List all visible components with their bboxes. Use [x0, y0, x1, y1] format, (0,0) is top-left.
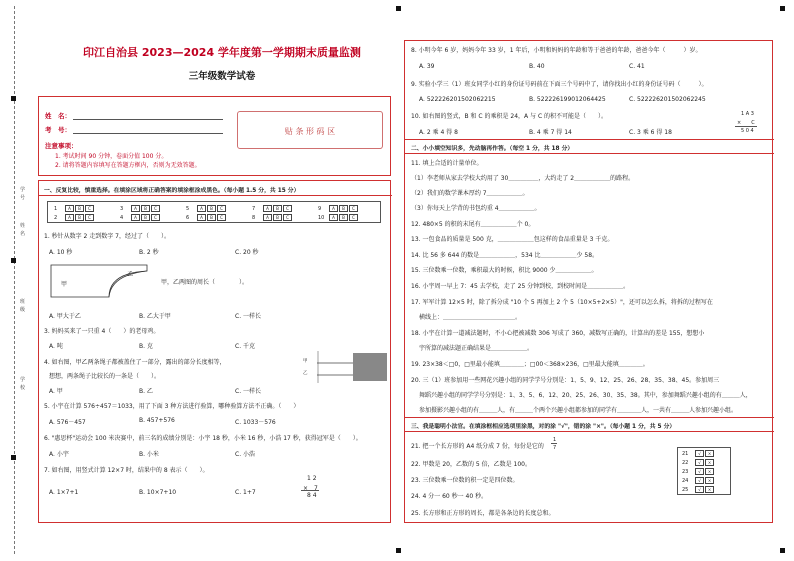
question-23: 23. 三位数乘一位数的积一定是四位数。 — [411, 477, 519, 484]
answer-bubble[interactable]: B — [75, 214, 84, 221]
q10-option-a: A. 2 乘 4 得 8 — [419, 129, 458, 136]
tf-bubble[interactable]: √ — [695, 450, 704, 457]
answer-bubble[interactable]: C — [85, 205, 94, 212]
margin-label: 班 — [20, 299, 26, 305]
question-21: 21. 把一个长方形的 A4 纸分成 7 份，每份是它的 — [411, 443, 544, 450]
answer-bubble[interactable]: B — [141, 205, 150, 212]
answer-bubble[interactable]: B — [273, 214, 282, 221]
tf-grid-item — [682, 459, 714, 466]
margin-label: 姓 — [20, 223, 26, 229]
q6-option-c: C. 小浩 — [235, 451, 256, 458]
q9-option-a: A. 522226201502062215 — [419, 96, 496, 103]
exam-no-input-line[interactable] — [73, 133, 223, 134]
answer-bubble[interactable]: A — [197, 214, 206, 221]
answer-grid-item — [252, 205, 292, 212]
margin-label: 学 — [20, 377, 26, 383]
exam-subtitle: 三年级数学试卷 — [188, 71, 256, 82]
exam-title: 印江自治县 2023—2024 学年度第一学期期末质量监测 — [83, 46, 361, 59]
answer-bubble[interactable]: A — [65, 205, 74, 212]
answer-grid-item — [54, 214, 94, 221]
question-24: 24. 4 分一 60 秒一 40 秒。 — [411, 493, 488, 500]
question-22: 22. 甲数是 20，乙数的 5 倍，乙数是 100。 — [411, 461, 531, 468]
answer-bubble[interactable]: A — [65, 214, 74, 221]
section-divider — [405, 417, 774, 418]
section-divider — [405, 153, 774, 154]
answer-grid-number: 3 — [120, 206, 124, 212]
section-divider — [405, 431, 774, 432]
q4-option-a: A. 甲 — [49, 388, 63, 395]
q7-fig-line1: 1 2 — [307, 475, 317, 482]
answer-bubble[interactable]: B — [207, 205, 216, 212]
question-7: 7. 如右图，用竖式计算 12×7 时，结果中的 8 表示（ ）。 — [44, 467, 209, 474]
name-input-line[interactable] — [73, 119, 223, 120]
answer-bubble[interactable]: C — [283, 214, 292, 221]
q7-option-a: A. 1×7+1 — [49, 489, 79, 496]
question-20-cont: 舞蹈兴趣小组的同学学号分别是：1、3、5、6、12、20、25、26、30、35、38。其中，参加舞蹈兴趣小组的有＿＿＿人， — [419, 392, 752, 399]
answer-bubble[interactable]: C — [151, 205, 160, 212]
tf-grid-number: 23 — [682, 469, 689, 475]
alignment-mark — [11, 455, 16, 460]
alignment-mark — [396, 6, 401, 11]
answer-grid-number: 1 — [54, 206, 58, 212]
answer-grid-number: 2 — [54, 215, 58, 221]
margin-label: 学 — [20, 187, 26, 193]
tf-grid-item — [682, 450, 714, 457]
q5-option-a: A. 576－457 — [49, 419, 86, 426]
q4-rope-figure — [309, 349, 389, 385]
answer-bubble[interactable]: A — [263, 205, 272, 212]
tf-grid-item — [682, 477, 714, 484]
q7-fig-line3: 8 4 — [307, 492, 317, 499]
q10-fig-line3: 5 0 4 — [741, 128, 754, 134]
q5-option-b: B. 457+576 — [139, 417, 175, 424]
q7-fig-rule — [301, 490, 319, 491]
answer-grid-number: 6 — [186, 215, 190, 221]
tf-bubble[interactable]: × — [705, 477, 714, 484]
answer-bubble[interactable]: B — [207, 214, 216, 221]
answer-grid-number: 7 — [252, 206, 256, 212]
question-11-3: （3）你每天上学背的书包约重 4＿＿＿＿＿＿。 — [411, 205, 541, 212]
section2-heading: 二、小小填空知识多，先动脑再作答。（每空 1 分，共 18 分） — [411, 146, 574, 152]
q10-fig-line2: × C — [737, 120, 755, 126]
tf-grid-number: 22 — [682, 460, 689, 466]
section1-heading: 一、反复比较，慎重选择。在填涂区域将正确答案的填涂框涂成黑色。（每小题 1.5 分，共 15 分） — [44, 188, 300, 194]
notice-item: 1. 考试时间 90 分钟，卷面分值 100 分。 — [55, 153, 168, 160]
question-17: 17. 军军计算 12×5 时，除了拆分成 "10 个 5 再加上 2 个 5（10×5+2×5）"，还可以怎么拆，将拆的过程写在 — [411, 299, 713, 306]
tf-bubble[interactable]: × — [705, 450, 714, 457]
question-11-2: （2）我们的数学课本厚约 7＿＿＿＿＿＿。 — [411, 190, 529, 197]
q5-option-c: C. 1033－576 — [235, 419, 276, 426]
q7-fig-line2: × 7 — [303, 485, 318, 492]
answer-bubble[interactable]: A — [131, 205, 140, 212]
question-16: 16. 小宇周一早上 7：45 去学校，走了 25 分钟到校，到校时间是＿＿＿＿＿＿。 — [411, 283, 630, 290]
q9-option-c: C. 522226201502062245 — [629, 96, 706, 103]
q3-option-c: C. 千克 — [235, 343, 256, 350]
answer-bubble[interactable]: B — [75, 205, 84, 212]
answer-bubble[interactable]: C — [349, 214, 358, 221]
margin-label: 校 — [20, 385, 26, 391]
answer-bubble[interactable]: B — [273, 205, 282, 212]
question-4: 4. 如右图，甲乙两条绳子都被盖住了一部分，露出的部分长度相等， — [44, 359, 226, 366]
question-19: 19. 23×38＜□0，□里最小能填＿＿＿＿；□00＜368×236，□里最大能填＿＿＿＿。 — [411, 361, 649, 368]
q10-fig-line1: 1 A 3 — [741, 111, 754, 117]
tf-grid-number: 24 — [682, 478, 689, 484]
margin-label: 号 — [20, 195, 26, 201]
q8-option-b: B. 40 — [529, 63, 545, 70]
alignment-mark — [11, 96, 16, 101]
answer-grid-number: 5 — [186, 206, 190, 212]
answer-bubble[interactable]: A — [329, 205, 338, 212]
q4-fig-label-b: 乙 — [303, 371, 308, 376]
question-15: 15. 三位数乘一位数，乘积最大的时候，积比 9000 少＿＿＿＿＿＿。 — [411, 267, 598, 274]
question-25: 25. 长方形和正方形的周长，都是各条边的长度总和。 — [411, 510, 555, 517]
answer-bubble[interactable]: C — [151, 214, 160, 221]
q1-option-b: B. 2 秒 — [139, 249, 159, 256]
answer-bubble[interactable]: C — [283, 205, 292, 212]
q10-option-b: B. 4 乘 7 得 14 — [529, 129, 572, 136]
answer-bubble[interactable]: B — [141, 214, 150, 221]
question-20: 20. 三（1）班参加用一些网花兴趣小组的同学学号分别是：1、5、9、12、25、26、28、35、38、45。参加周三 — [411, 377, 720, 384]
tf-grid-item — [682, 468, 714, 475]
q9-option-b: B. 522226199012064425 — [529, 96, 606, 103]
section3-heading: 三、我是聪明小法官。在填涂框相应选项里涂黑，对的涂 "√"，错的涂 "×"。（每小题 1 分，共 5 分） — [411, 424, 676, 430]
q10-option-c: C. 3 乘 6 得 18 — [629, 129, 672, 136]
alignment-mark — [396, 548, 401, 553]
answer-grid-number: 8 — [252, 215, 256, 221]
tf-grid-number: 25 — [682, 487, 689, 493]
answer-grid-item — [54, 205, 94, 212]
tf-bubble[interactable]: × — [705, 486, 714, 493]
tf-bubble[interactable]: √ — [695, 486, 704, 493]
alignment-mark — [780, 548, 785, 553]
name-label: 姓 名： — [45, 112, 71, 120]
question-2: 甲，乙两图的周长（ ）。 — [161, 279, 249, 286]
question-20-cont: 参加摄影兴趣小组的有＿＿＿人，有＿＿＿个两个兴趣小组都参加的同学有＿＿＿＿人，一共有＿＿＿人参加兴趣小组。 — [419, 407, 738, 414]
question-1: 1. 秒针从数字 2 走到数字 7，经过了（ ）。 — [44, 233, 170, 240]
true-false-grid — [677, 447, 731, 495]
answer-bubble[interactable]: B — [339, 214, 348, 221]
answer-bubble[interactable]: C — [85, 214, 94, 221]
tf-grid-item — [682, 486, 714, 493]
question-3: 3. 妈妈买来了一只重 4（ ）的老母鸡。 — [44, 328, 160, 335]
q21-fraction-den: 7 — [553, 445, 557, 451]
question-5: 5. 小宇在计算 576÷457＝1033，用了下面 3 种方法进行验算，哪种验算方法不正确。（ ） — [44, 403, 300, 410]
section1-box — [38, 180, 391, 523]
answer-bubble[interactable]: A — [197, 205, 206, 212]
question-12: 12. 480×5 的积的末尾有＿＿＿＿＿＿个 0。 — [411, 221, 535, 228]
tf-bubble[interactable]: × — [705, 459, 714, 466]
margin-label: 级 — [20, 307, 26, 313]
tf-grid-number: 21 — [682, 451, 689, 457]
question-18: 18. 小宇在计算一道减法题时，不小心把被减数 306 写成了 360，减数写正确的，计算出的差是 155，想想小 — [411, 330, 705, 337]
answer-bubble[interactable]: C — [217, 214, 226, 221]
answer-grid-item — [186, 205, 226, 212]
right-column-box — [404, 40, 773, 523]
answer-grid — [47, 201, 381, 223]
answer-grid-item — [186, 214, 226, 221]
alignment-mark — [780, 6, 785, 11]
answer-grid-number: 10 — [318, 215, 325, 221]
answer-bubble[interactable]: A — [329, 214, 338, 221]
q1-option-c: C. 20 秒 — [235, 249, 259, 256]
answer-bubble[interactable]: C — [349, 205, 358, 212]
q8-option-a: A. 39 — [419, 63, 435, 70]
question-6: 6. "惠思杯"运动会 100 米决赛中，前三名的成绩分别是：小宇 18 秒，小米 16 秒，小浩 17 秒，获得冠军是（ ）。 — [44, 435, 362, 442]
question-11: 11. 填上合适的计量单位。 — [411, 160, 483, 167]
answer-grid-number: 9 — [318, 206, 322, 212]
question-13: 13. 一包食品的质量是 500 克，＿＿＿＿＿＿包这样的食品重量是 3 千克。 — [411, 236, 614, 243]
answer-grid-item — [318, 205, 358, 212]
info-box — [38, 96, 391, 176]
q2-option-c: C. 一样长 — [235, 313, 262, 320]
alignment-mark — [11, 258, 16, 263]
tf-bubble[interactable]: × — [705, 468, 714, 475]
question-11-1: （1）李老师从家去学校大约用了 30＿＿＿＿＿，大约走了 2＿＿＿＿＿＿的路程。 — [411, 175, 635, 182]
answer-bubble[interactable]: B — [339, 205, 348, 212]
exam-no-label: 考 号： — [45, 126, 71, 134]
binding-dashed-line — [14, 6, 15, 554]
question-14: 14. 比 56 多 644 的数是＿＿＿＿＿＿，534 比＿＿＿＿＿＿少 58。 — [411, 252, 599, 259]
q2-label-b: 乙 — [127, 271, 134, 278]
q2-option-a: A. 甲大于乙 — [49, 313, 81, 320]
answer-bubble[interactable]: C — [217, 205, 226, 212]
answer-grid-number: 4 — [120, 215, 124, 221]
answer-grid-item — [120, 205, 160, 212]
tf-bubble[interactable]: √ — [695, 477, 704, 484]
q2-label-a: 甲 — [61, 281, 68, 288]
barcode-area-text: 贴 条 形 码 区 — [284, 127, 336, 136]
q6-option-b: B. 小米 — [139, 451, 159, 458]
heading-underline — [39, 195, 392, 196]
answer-bubble[interactable]: A — [263, 214, 272, 221]
question-18-cont: 宇所算的减法题正确结果是＿＿＿＿＿＿。 — [419, 345, 534, 352]
q6-option-a: A. 小宇 — [49, 451, 69, 458]
q4-option-b: B. 乙 — [139, 388, 153, 395]
q10-fig-rule — [735, 126, 757, 127]
barcode-area — [237, 111, 383, 149]
q21-fraction-bar — [551, 443, 557, 444]
q8-option-c: C. 41 — [629, 63, 645, 70]
q21-fraction-num: 1 — [553, 437, 557, 443]
question-17-cont: 横线上：＿＿＿＿＿＿＿＿＿＿＿＿。 — [419, 314, 522, 321]
margin-label: 名 — [20, 231, 26, 237]
q7-option-c: C. 1+7 — [235, 489, 256, 496]
answer-grid-item — [252, 214, 292, 221]
answer-bubble[interactable]: A — [131, 214, 140, 221]
q1-option-a: A. 10 秒 — [49, 249, 73, 256]
q2-option-b: B. 乙大于甲 — [139, 313, 171, 320]
tf-bubble[interactable]: √ — [695, 468, 704, 475]
section-divider — [405, 139, 774, 140]
notice-item: 2. 请将答题内容填写在答题方框内，否则为无效答题。 — [55, 162, 201, 169]
question-4-cont: 想想，两条绳子比较长的一条是（ ）。 — [49, 373, 161, 380]
q4-option-c: C. 一样长 — [235, 388, 262, 395]
q4-fig-label-a: 甲 — [303, 359, 308, 364]
question-10: 10. 如右图的竖式，B 和 C 的乘积是 24，A 与 C 的积不可能是（ ）。 — [411, 113, 608, 120]
q7-option-b: B. 10×7+10 — [139, 489, 177, 496]
answer-grid-item — [318, 214, 358, 221]
answer-grid-item — [120, 214, 160, 221]
question-9: 9. 实验小学三（1）班女同学小红的身份证号码前在下面三个号码中了，请你找出小红的身份证号码（ ）。 — [411, 81, 708, 88]
q3-option-a: A. 吨 — [49, 343, 63, 350]
q3-option-b: B. 克 — [139, 343, 153, 350]
notice-title: 注意事项： — [45, 142, 78, 150]
question-8: 8. 小明今年 6 岁，妈妈今年 33 岁，1 年后，小明和妈妈的年龄和等于爸爸的年龄，爸爸今年（ ）岁。 — [411, 47, 702, 54]
tf-bubble[interactable]: √ — [695, 459, 704, 466]
